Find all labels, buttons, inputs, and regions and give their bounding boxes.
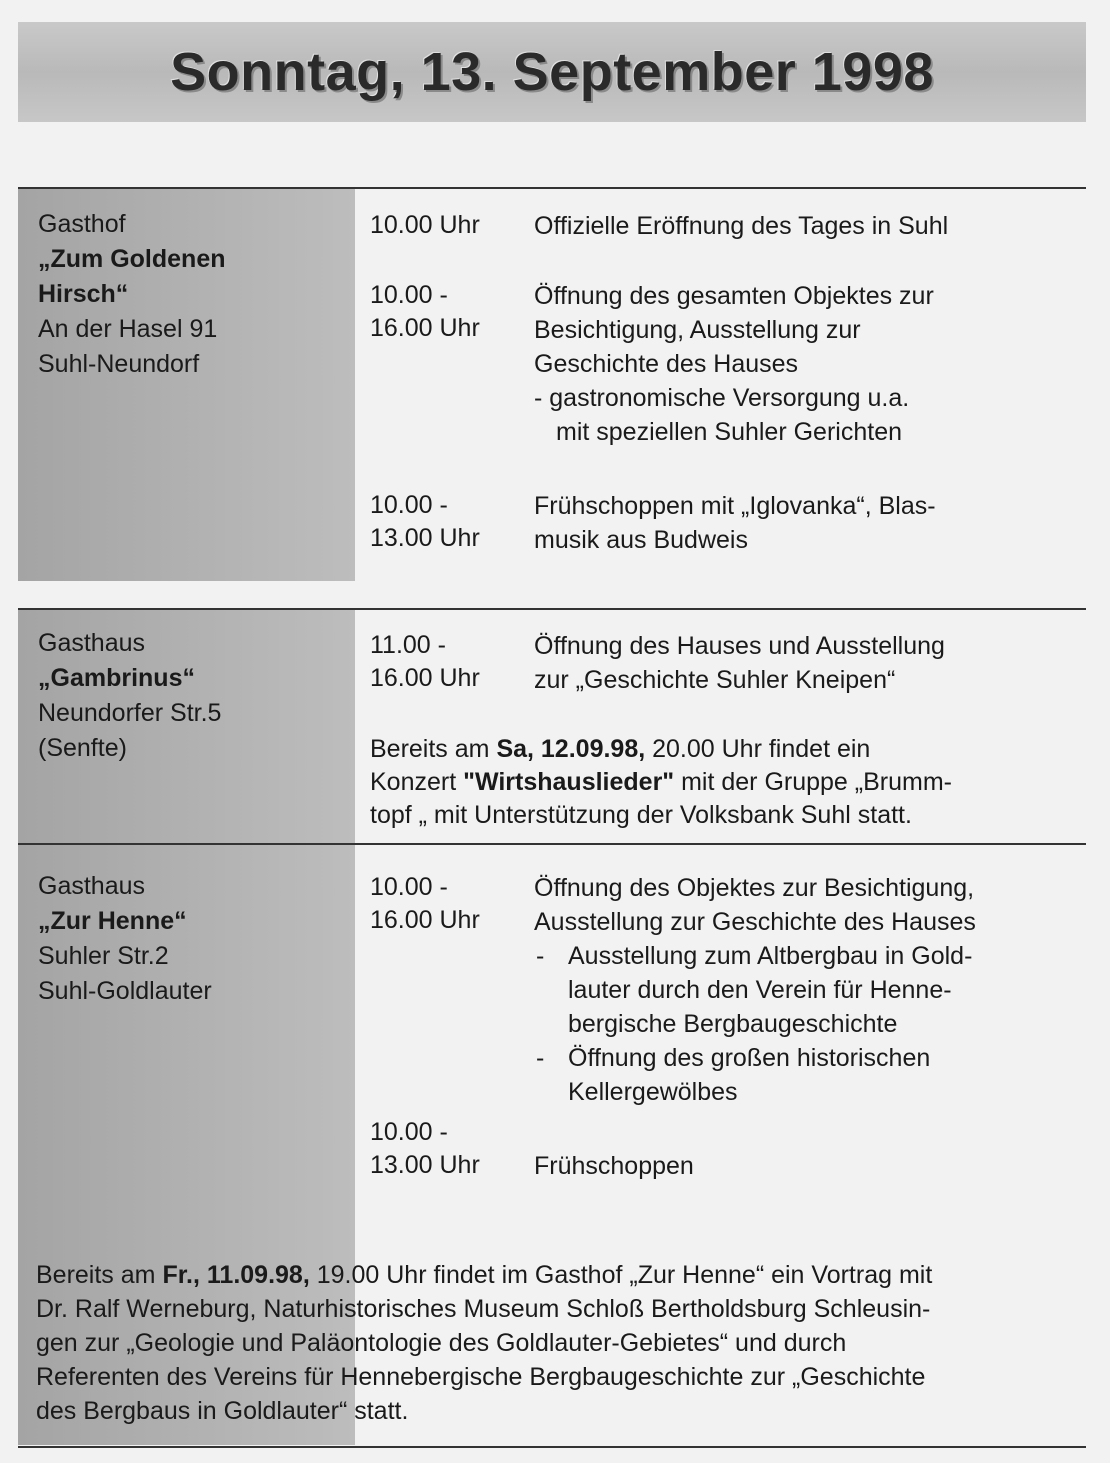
venue-type: Gasthaus bbox=[38, 872, 146, 900]
event-desc bbox=[534, 629, 1074, 697]
time-text: 13.00 Uhr bbox=[370, 1151, 480, 1179]
event-time bbox=[370, 629, 520, 695]
event-time bbox=[370, 1116, 520, 1182]
venue-street: Neundorfer Str.5 bbox=[38, 699, 222, 727]
desc-line: Kellergewölbes bbox=[568, 1078, 738, 1106]
title-banner bbox=[18, 22, 1086, 122]
note-text: Bereits am bbox=[370, 735, 497, 763]
divider bbox=[18, 1446, 1086, 1448]
desc-line: Ausstellung zur Geschichte des Hauses bbox=[534, 908, 976, 936]
page-title: Sonntag, 13. September 1998 bbox=[170, 42, 934, 102]
desc-line: lauter durch den Verein für Henne- bbox=[568, 976, 952, 1004]
time-text: 10.00 - bbox=[370, 491, 448, 519]
time-text: 13.00 Uhr bbox=[370, 524, 480, 552]
event-time bbox=[370, 209, 520, 242]
desc-line: mit speziellen Suhler Gerichten bbox=[556, 418, 902, 446]
venue-block bbox=[38, 869, 348, 1009]
venue-street: Suhler Str.2 bbox=[38, 942, 169, 970]
note-text: mit der Gruppe „Brumm- bbox=[674, 768, 952, 796]
venue-name: „Zum Goldenen bbox=[38, 245, 226, 273]
venue-street: An der Hasel 91 bbox=[38, 315, 218, 343]
event-time bbox=[370, 279, 520, 345]
venue-block bbox=[38, 207, 348, 382]
desc-line: Frühschoppen bbox=[534, 1152, 694, 1180]
desc-line: zur „Geschichte Suhler Kneipen“ bbox=[534, 666, 896, 694]
venue-type: Gasthof bbox=[38, 210, 126, 238]
event-desc bbox=[534, 279, 1074, 449]
time-text: 10.00 - bbox=[370, 1118, 448, 1146]
bullet-dash: - bbox=[536, 1044, 545, 1072]
desc-line: Frühschoppen mit „Iglovanka“, Blas- bbox=[534, 492, 936, 520]
footer-text: Referenten des Vereins für Hennebergische Bergbaugeschichte zur „Geschichte bbox=[36, 1363, 926, 1391]
footer-text: Dr. Ralf Werneburg, Naturhistorisches Museum Schloß Bertholdsburg Schleusin- bbox=[36, 1295, 931, 1323]
desc-line: Offizielle Eröffnung des Tages in Suhl bbox=[534, 212, 949, 240]
time-text: 10.00 Uhr bbox=[370, 211, 480, 239]
desc-line: Ausstellung zum Altbergbau in Gold- bbox=[568, 942, 973, 970]
event-desc bbox=[534, 1149, 1074, 1183]
venue-block bbox=[38, 626, 348, 766]
desc-line: Öffnung des Hauses und Ausstellung bbox=[534, 632, 945, 660]
desc-line: Geschichte des Hauses bbox=[534, 350, 799, 378]
concert-title: "Wirtshauslieder" bbox=[463, 768, 675, 796]
bullet-item bbox=[534, 1041, 1074, 1109]
event-desc bbox=[534, 209, 1074, 243]
footer-text: gen zur „Geologie und Paläontologie des Goldlauter-Gebietes“ und durch bbox=[36, 1329, 847, 1357]
footer-text: 19.00 Uhr findet im Gasthof „Zur Henne“ ein Vortrag mit bbox=[309, 1261, 933, 1289]
event-time bbox=[370, 871, 520, 937]
time-text: 16.00 Uhr bbox=[370, 664, 480, 692]
desc-line: Besichtigung, Ausstellung zur bbox=[534, 316, 861, 344]
venue-name: „Gambrinus“ bbox=[38, 664, 195, 692]
desc-line: Öffnung des gesamten Objektes zur bbox=[534, 282, 934, 310]
venue-name: „Zur Henne“ bbox=[38, 907, 187, 935]
desc-line: - gastronomische Versorgung u.a. bbox=[534, 384, 910, 412]
venue-city: Suhl-Neundorf bbox=[38, 350, 200, 378]
note-text: Konzert bbox=[370, 768, 464, 796]
footer-note bbox=[36, 1258, 1091, 1428]
event-desc bbox=[534, 489, 1074, 557]
note-date: Sa, 12.09.98, bbox=[496, 735, 646, 763]
footer-date: Fr., 11.09.98, bbox=[162, 1261, 310, 1289]
bullet-dash: - bbox=[536, 942, 545, 970]
venue-type: Gasthaus bbox=[38, 629, 146, 657]
time-text: 16.00 Uhr bbox=[370, 314, 480, 342]
footer-text: Bereits am bbox=[36, 1261, 163, 1289]
concert-note bbox=[370, 733, 1070, 832]
time-text: 11.00 - bbox=[370, 631, 446, 659]
footer-text: des Bergbaus in Goldlauter“ statt. bbox=[36, 1397, 409, 1425]
venue-city: Suhl-Goldlauter bbox=[38, 977, 212, 1005]
desc-line: Öffnung des großen historischen bbox=[568, 1044, 931, 1072]
event-time bbox=[370, 489, 520, 555]
time-text: 16.00 Uhr bbox=[370, 906, 480, 934]
note-text: topf „ mit Unterstützung der Volksbank Suhl statt. bbox=[370, 801, 912, 829]
time-text: 10.00 - bbox=[370, 873, 448, 901]
desc-line: bergische Bergbaugeschichte bbox=[568, 1010, 898, 1038]
time-text: 10.00 - bbox=[370, 281, 448, 309]
venue-name: Hirsch“ bbox=[38, 280, 129, 308]
bullet-item bbox=[534, 939, 1074, 1041]
desc-line: musik aus Budweis bbox=[534, 526, 748, 554]
desc-line: Öffnung des Objektes zur Besichtigung, bbox=[534, 874, 975, 902]
venue-city: (Senfte) bbox=[38, 734, 127, 762]
event-desc bbox=[534, 871, 1074, 1109]
note-text: 20.00 Uhr findet ein bbox=[645, 735, 871, 763]
